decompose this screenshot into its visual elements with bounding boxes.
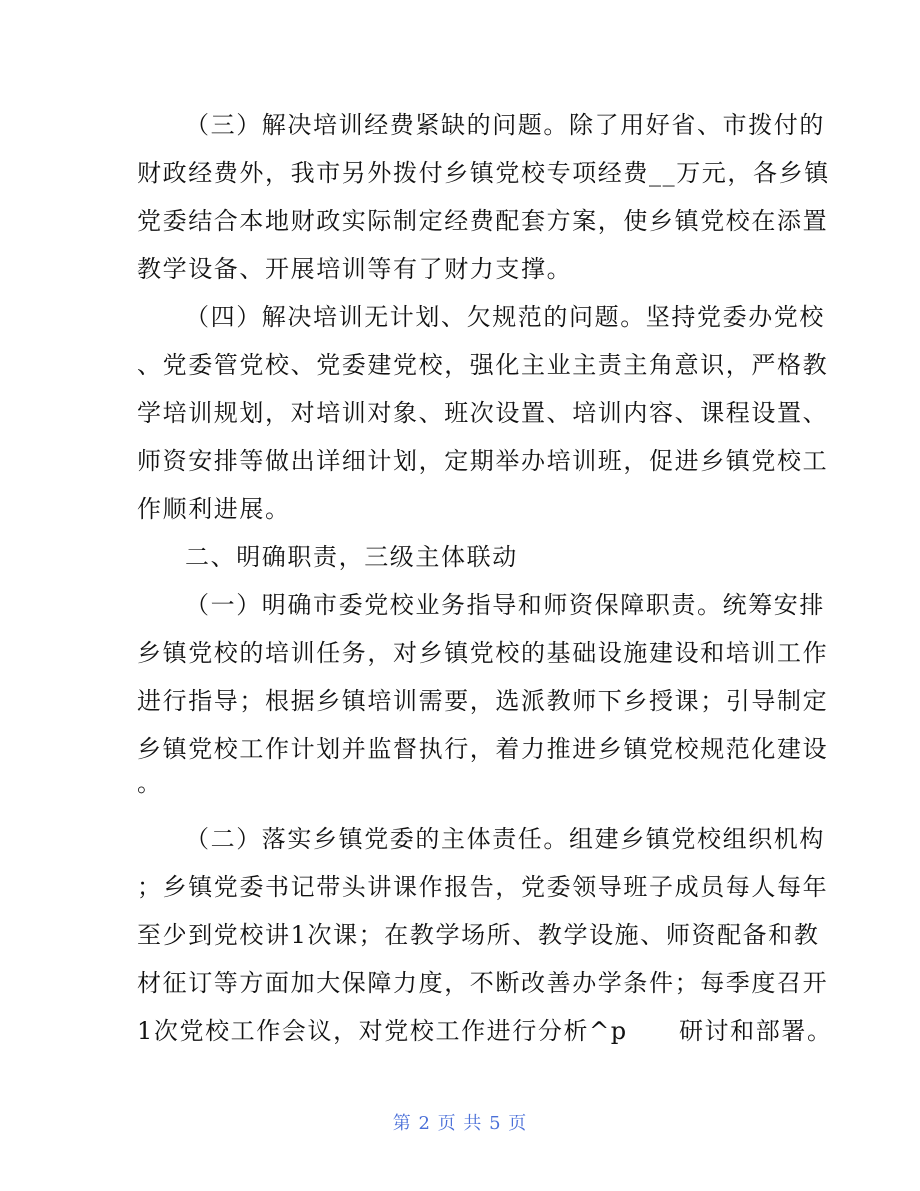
paragraph-line: 教学设备、开展培训等有了财力支撑。: [137, 255, 573, 283]
paragraph-line: 作顺利进展。: [137, 495, 291, 523]
paragraph-line: （一）明确市委党校业务指导和师资保障职责。统筹安排: [185, 591, 825, 619]
paragraph-line: 师资安排等做出详细计划，定期举办培训班，促进乡镇党校工: [137, 447, 829, 475]
section-heading: 二、明确职责，三级主体联动: [185, 543, 518, 571]
paragraph-line: 。: [137, 769, 163, 797]
paragraph-line: 、党委管党校、党委建党校，强化主业主责主角意识，严格教: [137, 351, 829, 379]
paragraph-line: 乡镇党校工作计划并监督执行，着力推进乡镇党校规范化建设: [137, 735, 829, 763]
paragraph-line: （二）落实乡镇党委的主体责任。组建乡镇党校组织机构: [185, 825, 825, 853]
paragraph-line: ；乡镇党委书记带头讲课作报告，党委领导班子成员每人每年: [137, 873, 829, 901]
page-number-footer: 第 2 页 共 5 页: [392, 1113, 528, 1134]
paragraph-line: 党委结合本地财政实际制定经费配套方案，使乡镇党校在添置: [137, 207, 829, 235]
paragraph-line: 至少到党校讲1次课；在教学场所、教学设施、师资配备和教: [137, 921, 820, 949]
paragraph-line: 财政经费外，我市另外拨付乡镇党校专项经费__万元，各乡镇: [137, 159, 830, 187]
paragraph-line: 材征订等方面加大保障力度，不断改善办学条件；每季度召开: [137, 969, 829, 997]
paragraph-line: 乡镇党校的培训任务，对乡镇党校的基础设施建设和培训工作: [137, 639, 829, 667]
paragraph-line: （四）解决培训无计划、欠规范的问题。坚持党委办党校: [185, 303, 825, 331]
paragraph-line: 学培训规划，对培训对象、班次设置、培训内容、课程设置、: [137, 399, 829, 427]
paragraph-line: 1次党校工作会议，对党校工作进行分析^p 研讨和部署。: [137, 1017, 833, 1045]
paragraph-line: 进行指导；根据乡镇培训需要，选派教师下乡授课；引导制定: [137, 687, 829, 715]
paragraph-line: （三）解决培训经费紧缺的问题。除了用好省、市拨付的: [185, 111, 825, 139]
